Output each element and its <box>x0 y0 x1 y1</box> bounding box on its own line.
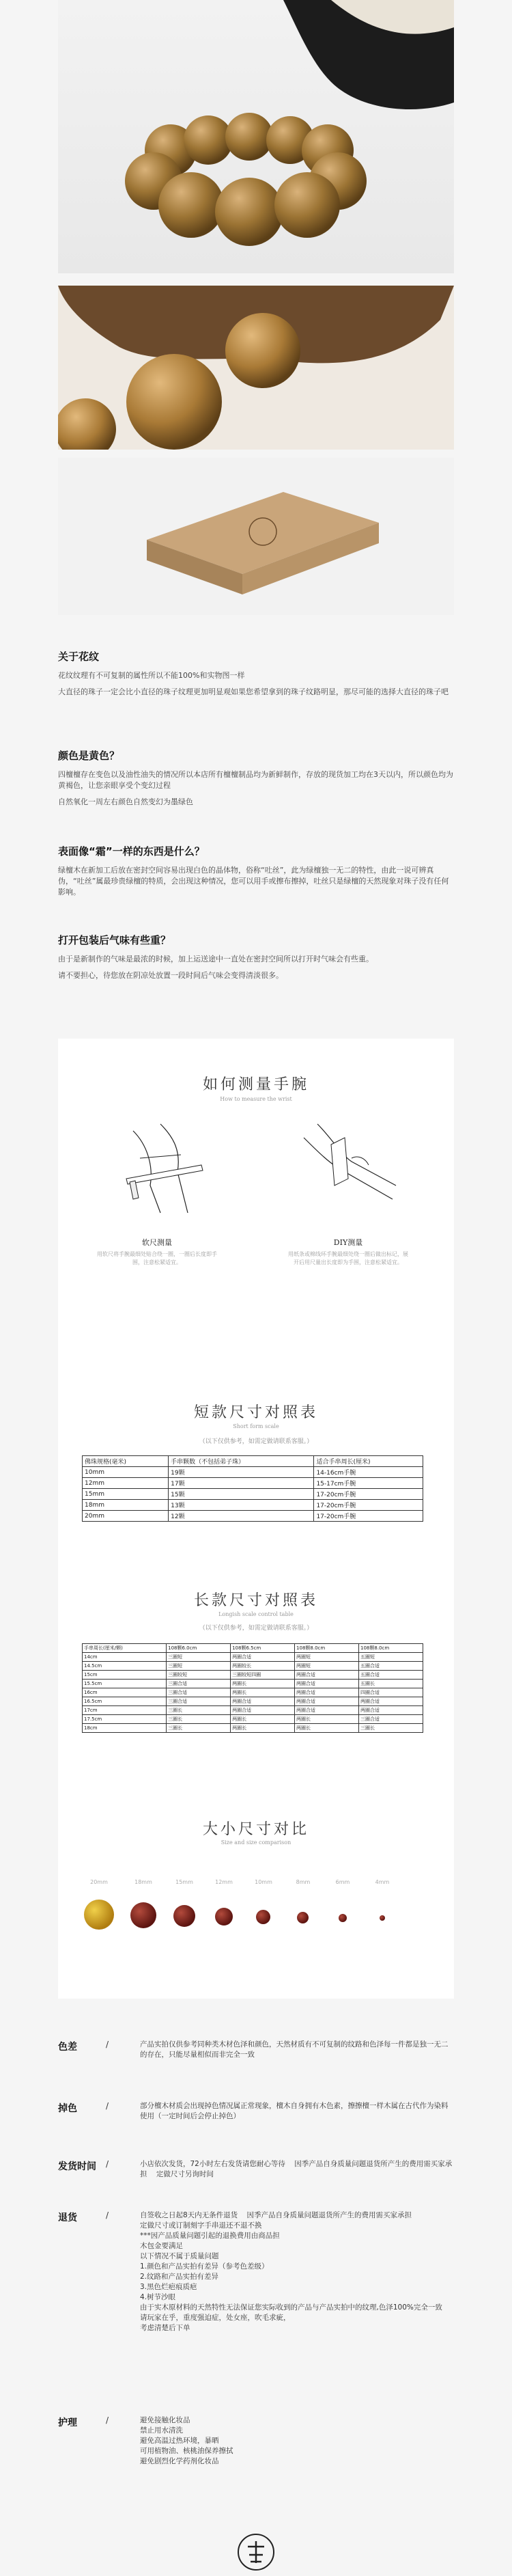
table-cell: 五圈短 <box>359 1653 423 1662</box>
table-cell: 14cm <box>83 1653 167 1662</box>
info-slash: / <box>106 2210 109 2220</box>
info-line: 1.颜色和产品实拍有差异（参考色差级） <box>140 2262 269 2271</box>
short-table-subtitle: Short form scale <box>233 1423 279 1429</box>
info-key: 发货时间 <box>58 2161 96 2172</box>
table-cell: 三圈长 <box>167 1706 231 1715</box>
table-cell: 五圈合适 <box>359 1671 423 1680</box>
info-line: 可用植物油、核桃油保养擦拭 <box>140 2447 233 2455</box>
box-photo <box>58 458 454 615</box>
table-header-row <box>83 1644 423 1653</box>
table-cell: 三圈长 <box>167 1715 231 1724</box>
table-cell: 三圈合适 <box>167 1688 231 1697</box>
section-paragraph: 花纹纹理有不可复制的属性所以不能100%和实物图一样 <box>58 671 245 680</box>
info-line: 3.黑色烂疤痕质疤 <box>140 2283 197 2291</box>
table-row <box>83 1715 423 1724</box>
table-row <box>83 1478 423 1489</box>
long-size-table <box>82 1643 423 1733</box>
table-cell: 16.5cm <box>83 1697 167 1706</box>
table-row <box>83 1706 423 1715</box>
table-cell: 两圈合适 <box>231 1697 295 1706</box>
info-line: 产品实拍仅供参考同种类木材色泽和颜色，天然材质有不可复制的纹路和色泽每一件都是独一无二的存在，只能尽量相似而非完全一致 <box>140 2040 449 2059</box>
short-size-table <box>82 1455 423 1522</box>
info-key: 色差 <box>58 2042 77 2053</box>
section-paragraph: 自然氧化一周左右颜色自然变幻为墨绿色 <box>58 797 193 806</box>
section-paragraph: 四檀檀存在变色以及油性油失的情况所以本店所有檀檀制品均为新鲜制作，存放的现货加工均在3天以内，所以颜色均为黄褐色，让您亲眼享受个变幻过程 <box>58 770 453 790</box>
table-cell: 四圈合适 <box>359 1688 423 1697</box>
section-title: 表面像“霜”一样的东西是什么？ <box>58 845 205 858</box>
table-header-cell: 108颗6.0cm <box>167 1644 231 1653</box>
table-cell: 两圈较长 <box>231 1662 295 1671</box>
soft-ruler-illustration <box>113 1117 208 1220</box>
info-line: 木包金要满足 <box>140 2242 183 2250</box>
table-cell: 两圈合适 <box>295 1671 359 1680</box>
bead-20mm <box>84 1900 114 1930</box>
table-header-cell: 佛珠规格(毫米) <box>83 1456 169 1467</box>
table-cell: 两圈短 <box>295 1653 359 1662</box>
bead-15mm <box>173 1905 195 1927</box>
info-key: 掉色 <box>58 2103 77 2114</box>
table-cell: 两圈短 <box>295 1662 359 1671</box>
table-cell: 两圈长 <box>295 1715 359 1724</box>
section-paragraph: 由于是新制作的气味是最浓的时候，加上运送途中一直处在密封空间所以打开时气味会有些重。 <box>58 955 373 963</box>
table-cell: 19颗 <box>169 1467 314 1478</box>
table-cell: 17颗 <box>169 1478 314 1489</box>
table-cell: 三圈较短 <box>167 1671 231 1680</box>
table-cell: 两圈合适 <box>295 1688 359 1697</box>
table-cell: 12颗 <box>169 1511 314 1522</box>
info-line: 定做尺寸或订制刻字手串退还不退不换 <box>140 2221 262 2230</box>
section-paragraph: 大直径的珠子一定会比小直径的珠子纹理更加明显观如果您希望拿到的珠子纹路明显，那尽可能的选择大直径的珠子吧 <box>58 687 449 696</box>
table-cell: 15cm <box>83 1671 167 1680</box>
info-value <box>140 2040 454 2060</box>
table-row <box>83 1653 423 1662</box>
info-key: 退货 <box>58 2212 77 2223</box>
bracelet-photo <box>58 0 454 273</box>
diy-measure-illustration <box>290 1117 399 1220</box>
compare-subtitle: Size and size comparison <box>221 1839 291 1846</box>
table-cell: 17-20cm手腕 <box>314 1511 423 1522</box>
info-line: 4.树节沙眼 <box>140 2293 176 2301</box>
table-row <box>83 1697 423 1706</box>
size-guide-card <box>58 1039 454 1999</box>
table-cell: 三圈短 <box>167 1662 231 1671</box>
bead-8mm <box>297 1912 309 1923</box>
bead-12mm <box>215 1908 233 1926</box>
table-row <box>83 1724 423 1733</box>
section-color <box>58 748 454 813</box>
size-label: 18mm <box>134 1879 152 1885</box>
table-cell: 两圈长 <box>231 1724 295 1733</box>
table-row <box>83 1680 423 1688</box>
table-cell: 三圈较短四圈 <box>231 1671 295 1680</box>
info-value <box>140 2101 454 2122</box>
info-value <box>140 2159 454 2180</box>
table-row <box>83 1662 423 1671</box>
table-header-cell: 适合手串周长(厘米) <box>314 1456 423 1467</box>
info-line: 禁止用水清洗 <box>140 2426 183 2435</box>
info-slash: / <box>106 2415 109 2425</box>
info-line: 以下情况不属于质量问题 <box>140 2252 219 2260</box>
table-cell: 两圈合适 <box>295 1706 359 1715</box>
table-header-cell: 108颗8.0cm <box>359 1644 423 1653</box>
table-cell: 15-17cm手腕 <box>314 1478 423 1489</box>
info-key: 护理 <box>58 2417 77 2428</box>
table-cell: 15mm <box>83 1489 169 1500</box>
info-value <box>140 2415 454 2467</box>
table-cell: 16cm <box>83 1688 167 1697</box>
closeup-image <box>58 286 454 450</box>
section-frost <box>58 844 454 903</box>
table-cell: 17-20cm手腕 <box>314 1489 423 1500</box>
table-cell: 三圈合适 <box>167 1697 231 1706</box>
table-cell: 两圈合适 <box>359 1706 423 1715</box>
info-value <box>140 2210 454 2333</box>
bead-10mm <box>256 1910 270 1924</box>
table-cell: 两圈合适 <box>359 1697 423 1706</box>
section-title: 打开包装后气味有些重？ <box>58 934 171 946</box>
closeup-photo <box>58 286 454 450</box>
table-row <box>83 1467 423 1478</box>
info-line: 2.纹路和产品实拍有差异 <box>140 2273 219 2281</box>
size-label: 6mm <box>335 1879 350 1885</box>
info-line: ***因产品质量问题引起的退换费用由商品担 <box>140 2232 280 2240</box>
table-cell: 两圈长 <box>295 1724 359 1733</box>
table-row <box>83 1489 423 1500</box>
info-line: 小店依次发货，72小时左右发货请您耐心等待 因季产品自身质量问题退货所产生的费用需买家承担 定做尺寸另询时间 <box>140 2160 453 2178</box>
table-cell: 两圈合适 <box>231 1706 295 1715</box>
table-cell: 三圈长 <box>359 1724 423 1733</box>
info-line: 避免剧烈化学药剂化妆品 <box>140 2457 219 2465</box>
long-table-note: （以下仅供参考，如需定做请联系客服。） <box>199 1625 313 1632</box>
table-row <box>83 1671 423 1680</box>
info-slash: / <box>106 2101 109 2111</box>
short-table-title: 短款尺寸对照表 <box>193 1404 318 1421</box>
section-paragraph: 请不要担心，待您放在阴凉处放置一段时间后气味会变得清淡很多。 <box>58 971 283 980</box>
table-cell: 两圈合适 <box>231 1653 295 1662</box>
table-cell: 13颗 <box>169 1500 314 1511</box>
section-title: 关于花纹 <box>58 650 100 663</box>
table-cell: 两圈合适 <box>295 1680 359 1688</box>
diy-label: DIY测量 <box>333 1238 363 1247</box>
long-table-body <box>83 1653 423 1733</box>
section-paragraph: 绿檀木在新加工后放在密封空间容易出现白色的晶体物，俗称“吐丝”，此为绿檀独一无二的特性，由此一说可辨真伪，“吐丝”属最珍贵绿檀的特质，会出现这种情况，您可以用手或擦布擦掉，吐丝只是绿檀的天然现象对珠子没有任何影响。 <box>58 866 449 896</box>
table-row <box>83 1688 423 1697</box>
soft-ruler-desc: 用软尺将手腕最细处贴合绕一圈，一圈后长度即手围，注意松紧适宜。 <box>97 1251 217 1265</box>
table-row <box>83 1500 423 1511</box>
measure-title: 如何测量手腕 <box>202 1076 309 1093</box>
table-cell: 三圈短 <box>167 1653 231 1662</box>
size-label: 12mm <box>215 1879 233 1885</box>
table-cell: 10mm <box>83 1467 169 1478</box>
compare-title: 大小尺寸对比 <box>202 1821 309 1838</box>
section-pattern <box>58 649 454 703</box>
measure-subtitle: How to measure the wrist <box>220 1096 292 1102</box>
long-table-subtitle: Longish scale control table <box>218 1611 294 1617</box>
table-cell: 两圈长 <box>231 1680 295 1688</box>
size-label: 4mm <box>375 1879 390 1885</box>
table-cell: 20mm <box>83 1511 169 1522</box>
bead-6mm <box>339 1914 347 1922</box>
table-cell: 15颗 <box>169 1489 314 1500</box>
table-cell: 两圈长 <box>231 1688 295 1697</box>
long-table-title: 长款尺寸对照表 <box>193 1592 318 1609</box>
box-image <box>58 458 454 615</box>
bracelet-image <box>58 0 454 273</box>
bead-18mm <box>130 1902 156 1928</box>
table-cell: 三圈长 <box>167 1724 231 1733</box>
table-header-cell: 108颗6.5cm <box>231 1644 295 1653</box>
bead-size-comparison <box>58 1879 454 1941</box>
size-label: 8mm <box>296 1879 311 1885</box>
table-header-cell: 108颗8.0cm <box>295 1644 359 1653</box>
table-cell: 17-20cm手腕 <box>314 1500 423 1511</box>
short-table-note: （以下仅供参考，如需定做请联系客服。） <box>199 1438 313 1445</box>
info-line: 避免接触化妆品 <box>140 2416 190 2424</box>
table-cell: 两圈长 <box>231 1715 295 1724</box>
table-cell: 17.5cm <box>83 1715 167 1724</box>
table-cell: 三圈合适 <box>167 1680 231 1688</box>
size-label: 10mm <box>255 1879 272 1885</box>
bead-4mm <box>380 1915 385 1921</box>
table-cell: 14-16cm手腕 <box>314 1467 423 1478</box>
table-cell: 18mm <box>83 1500 169 1511</box>
info-line: 自签收之日起8天内无条件退货 因季产品自身质量问题退货所产生的费用需买家承担 <box>140 2211 412 2219</box>
table-cell: 两圈合适 <box>295 1697 359 1706</box>
table-cell: 18cm <box>83 1724 167 1733</box>
table-cell: 14.5cm <box>83 1662 167 1671</box>
info-slash: / <box>106 2040 109 2049</box>
table-header-cell: 手串颗数（不包括弟子珠） <box>169 1456 314 1467</box>
section-title: 颜色是黄色？ <box>58 750 120 762</box>
info-slash: / <box>106 2159 109 2169</box>
info-line: 避免高温过热环境，暴晒 <box>140 2437 219 2445</box>
size-label: 15mm <box>175 1879 193 1885</box>
table-header-row <box>83 1456 423 1467</box>
table-cell: 五圈长 <box>359 1680 423 1688</box>
table-header-cell: 手串周长(厘米/颗) <box>83 1644 167 1653</box>
diy-desc: 用纸条或棉线环手腕最细处绕一圈后做出标记，展开后用尺量出长度即为手围，注意松紧适宜。 <box>288 1251 408 1265</box>
table-cell: 17cm <box>83 1706 167 1715</box>
table-cell: 五圈合适 <box>359 1662 423 1671</box>
size-label: 20mm <box>90 1879 108 1885</box>
table-row <box>83 1511 423 1522</box>
table-cell: 12mm <box>83 1478 169 1489</box>
info-line: 部分檀木材质会出现掉色情况属正常现象，檀木自身拥有木色素，擦擦檀一样木属在古代作为染料使用（一定时间后会停止掉色） <box>140 2102 449 2120</box>
info-line: 由于实木原材料的天然特性无法保证您实际收到的产品与产品实拍中的纹理,色泽100%完全一致 <box>140 2303 442 2312</box>
info-line: 考虑清楚后下单 <box>140 2324 190 2332</box>
section-smell <box>58 933 454 987</box>
soft-ruler-label: 软尺测量 <box>142 1238 172 1247</box>
brand-logo <box>236 2532 276 2573</box>
info-line: 请玩家在乎，重度强迫症，处女座，吹毛求疵， <box>140 2314 291 2322</box>
table-cell: 15.5cm <box>83 1680 167 1688</box>
table-cell: 三圈合适 <box>359 1715 423 1724</box>
